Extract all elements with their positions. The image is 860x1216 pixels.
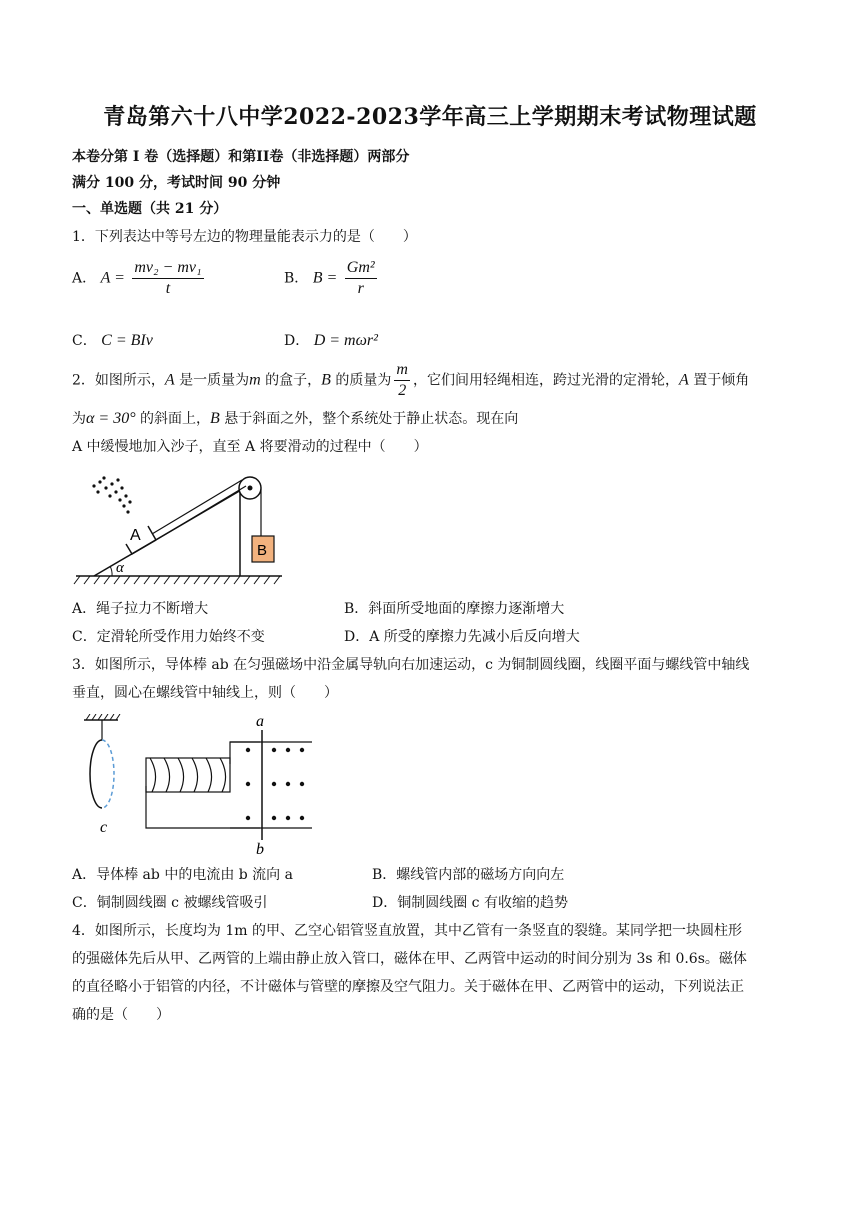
q1-stem: 1．下列表达中等号左边的物理量能表示力的是（ ） — [72, 229, 417, 245]
q2-stem-text: 是一质量为 — [174, 372, 250, 389]
q1-option-c-expr: C = BIv — [101, 332, 153, 349]
q2-fraction-numerator: m — [394, 360, 410, 381]
q3-option-d: D．铜制圆线圈 c 有收缩的趋势 — [372, 895, 568, 911]
q2-stem-text: 2．如图所示， — [72, 372, 165, 389]
q3-option-a: A．导体棒 ab 中的电流由 b 流向 a — [72, 867, 293, 883]
q3-solenoid-figure — [80, 714, 320, 854]
q2-stem-text: 置于倾角 — [688, 372, 750, 389]
magnetic-field-dots — [246, 748, 304, 820]
q2-symbol-m: m — [249, 371, 261, 389]
ring-c-front — [90, 740, 102, 808]
q2-angle: α = 30° — [86, 410, 136, 427]
label-c: c — [100, 819, 108, 836]
q1-option-b-denominator: r — [357, 280, 364, 297]
q1-option-d — [284, 330, 378, 350]
label-b: b — [256, 841, 264, 854]
intro-line-2: 满分 100 分，考试时间 90 分钟 — [72, 175, 281, 191]
q3-option-c: C．铜制圆线圈 c 被螺线管吸引 — [72, 895, 268, 911]
angle-arc — [110, 566, 112, 576]
q2-option-b: B．斜面所受地面的摩擦力逐渐增大 — [344, 601, 565, 617]
q2-fraction-denominator: 2 — [398, 382, 407, 399]
q2-stem-text: ，它们间用轻绳相连，跨过光滑的定滑轮， — [412, 372, 679, 389]
q2-incline-figure — [72, 462, 292, 590]
q2-option-a: A．绳子拉力不断增大 — [72, 601, 209, 617]
q1-option-a-label: A． — [72, 270, 97, 287]
q2-stem-line-2 — [72, 408, 518, 428]
q1-option-a-numerator: mv₂ − mv₁ — [132, 258, 203, 279]
q1-option-a — [72, 258, 207, 299]
q2-option-c: C．定滑轮所受作用力始终不变 — [72, 629, 265, 645]
q3-stem-line-1: 3．如图所示，导体棒 ab 在匀强磁场中沿金属导轨向右加速运动，c 为铜制圆线圈，线圈平面与螺线管中轴线 — [72, 657, 750, 673]
q4-stem-line-1: 4．如图所示，长度均为 1m 的甲、乙空心铝管竖直放置，其中乙管有一条竖直的裂缝。某同学把一块圆柱形 — [72, 923, 742, 939]
q4-stem-line-2: 的强磁体先后从甲、乙两管的上端由静止放入管口，磁体在甲、乙两管中运动的时间分别为 3s 和 0.6s。磁体 — [72, 951, 747, 967]
wire-top — [230, 742, 260, 764]
q2-symbol-a: A — [164, 371, 175, 389]
sand-icon — [92, 476, 131, 513]
q4-stem-line-4: 确的是（ ） — [72, 1007, 170, 1023]
label-alpha: α — [116, 560, 124, 576]
q2-symbol-b: B — [210, 410, 220, 427]
q2-option-d: D．A 所受的摩擦力先减小后反向增大 — [344, 629, 580, 645]
label-a: a — [256, 714, 264, 730]
ceiling-hatching — [86, 714, 120, 720]
solenoid-coils — [150, 758, 226, 792]
label-a: A — [130, 527, 141, 544]
page-title: 青岛第六十八中学2022-2023学年高三上学期期末考试物理试题 — [103, 104, 757, 130]
section-heading: 一、单选题（共 21 分） — [72, 201, 228, 217]
q2-stem-text: 悬于斜面之外，整个系统处于静止状态。现在向 — [219, 411, 519, 427]
q1-option-a-fraction — [132, 258, 203, 299]
q1-option-a-lhs: A = — [100, 269, 125, 287]
q2-stem-text: 为 — [72, 411, 86, 427]
q2-stem-line-1 — [72, 360, 749, 401]
q1-option-c-label: C． — [72, 333, 97, 349]
label-b: B — [257, 542, 268, 559]
ring-c-back — [102, 740, 114, 808]
q1-option-a-denominator: t — [165, 280, 171, 297]
q1-option-d-label: D． — [284, 333, 310, 349]
q1-option-c — [72, 330, 153, 350]
q2-stem-text: 的质量为 — [330, 372, 392, 389]
q1-option-b-numerator: Gm² — [345, 258, 377, 279]
pulley-axle — [248, 486, 253, 491]
intro-line-1: 本卷分第 I 卷（选择题）和第II卷（非选择题）两部分 — [72, 149, 410, 165]
q2-stem-text: 的盒子， — [260, 372, 322, 389]
q1-option-b-label: B． — [284, 270, 309, 287]
q1-option-d-expr: D = mωr² — [313, 332, 378, 349]
q1-option-b-lhs: B = — [312, 269, 338, 287]
rope-incline — [152, 480, 242, 534]
solenoid-body — [146, 758, 230, 792]
q2-stem-text: 的斜面上， — [135, 411, 211, 427]
q1-option-b-fraction — [345, 258, 377, 299]
q2-symbol-a: A — [678, 371, 689, 389]
q3-stem-line-2: 垂直，圆心在螺线管中轴线上，则（ ） — [72, 685, 338, 701]
q1-option-b — [284, 258, 380, 299]
q4-stem-line-3: 的直径略小于铝管的内径，不计磁体与管壁的摩擦及空气阻力。关于磁体在甲、乙两管中的运动，下列说法正 — [72, 979, 744, 995]
q2-mass-fraction — [394, 360, 410, 401]
ground-hatching — [74, 576, 280, 584]
q2-symbol-b: B — [321, 371, 331, 389]
q3-option-b: B．螺线管内部的磁场方向向左 — [372, 867, 565, 883]
q2-stem-line-3: A 中缓慢地加入沙子，直至 A 将要滑动的过程中（ ） — [72, 439, 428, 455]
